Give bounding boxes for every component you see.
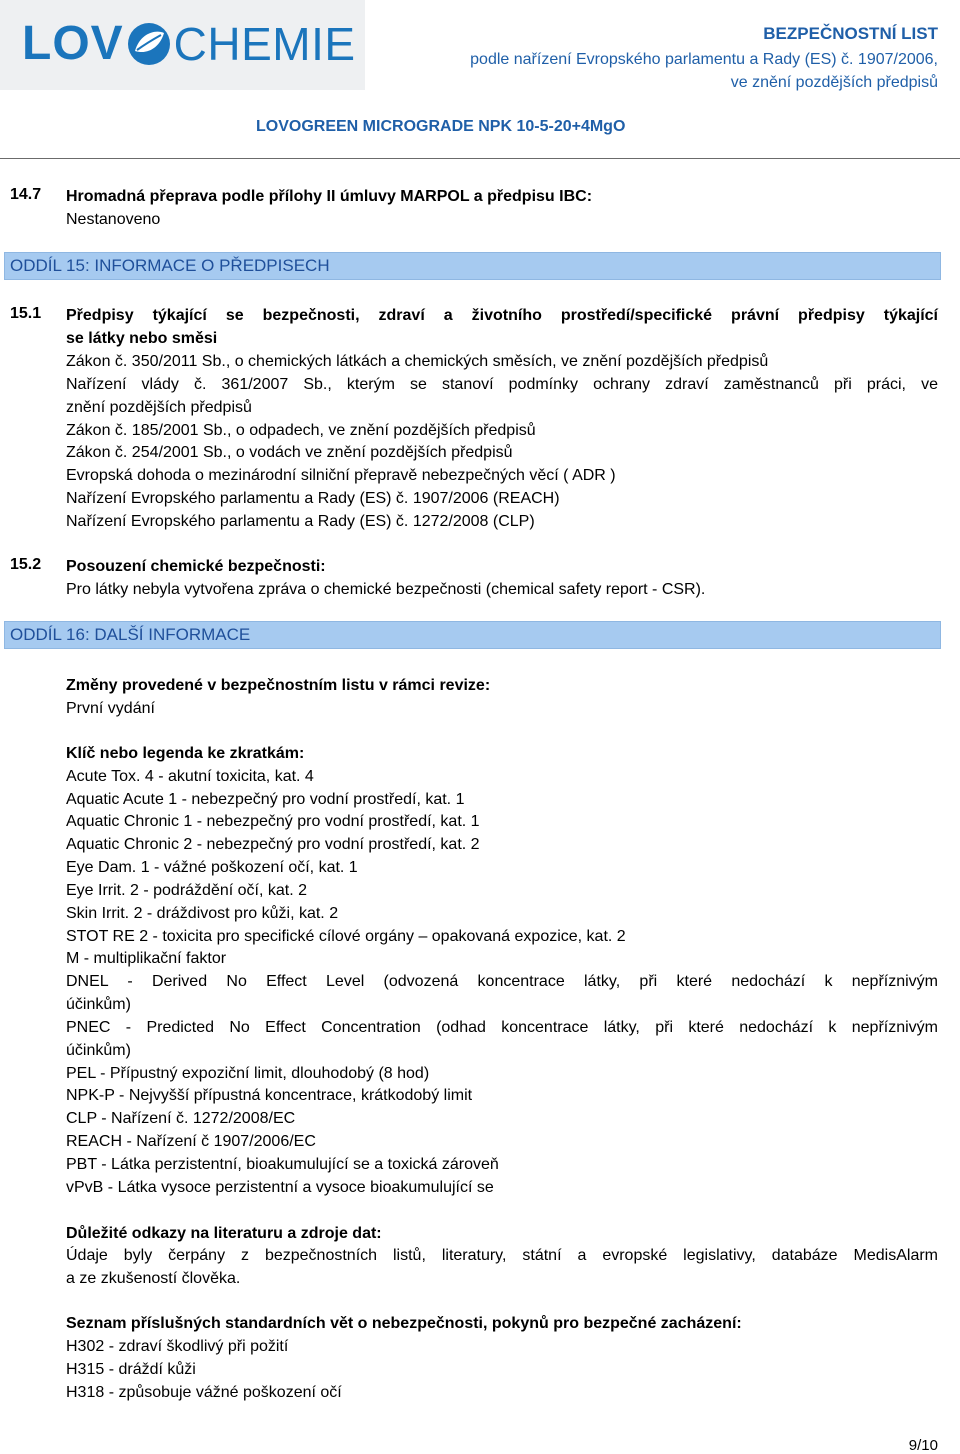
- legend-item: CLP - Nařízení č. 1272/2008/EC: [66, 1110, 296, 1127]
- legend-item: Aquatic Chronic 2 - nebezpečný pro vodní prostředí, kat. 2: [66, 836, 480, 853]
- company-logo: [22, 14, 356, 74]
- legend-item: M - multiplikační faktor: [66, 950, 227, 967]
- regulation-line: Zákon č. 185/2001 Sb., o odpadech, ve znění pozdějších předpisů: [66, 422, 536, 439]
- legend-item: NPK-P - Nejvyšší přípustná koncentrace, krátkodobý limit: [66, 1087, 473, 1104]
- subsection-value-14-7: Nestanoveno: [66, 211, 161, 228]
- legend-item: REACH - Nařízení č 1907/2006/EC: [66, 1133, 316, 1150]
- legend-item: DNEL - Derived No Effect Level (odvozená koncentrace látky, při které nedochází k nepříznivým: [66, 973, 938, 990]
- regulation-line: Zákon č. 254/2001 Sb., o vodách ve znění pozdějších předpisů: [66, 444, 513, 461]
- subsection-title-15-1-line-1: Předpisy týkající se bezpečnosti, zdraví a životního prostředí/specifické právní předpisy týkající: [66, 307, 938, 324]
- legend-item: STOT RE 2 - toxicita pro specifické cílové orgány – opakovaná expozice, kat. 2: [66, 928, 626, 945]
- subtitle-line-1: podle nařízení Evropského parlamentu a Rady (ES) č. 1907/2006,: [470, 51, 938, 68]
- legend-item: PBT - Látka perzistentní, bioakumulující se a toxická zároveň: [66, 1156, 499, 1173]
- subsection-title-15-2: Posouzení chemické bezpečnosti:: [66, 558, 326, 575]
- legend-item: Acute Tox. 4 - akutní toxicita, kat. 4: [66, 768, 314, 785]
- sources-line-1: Údaje byly čerpány z bezpečnostních listů, literatury, státní a evropské legislativy, databáze MedisAlarm: [66, 1247, 938, 1264]
- section-16-title: ODDÍL 16: DALŠÍ INFORMACE: [10, 625, 251, 644]
- hazard-phrase: H318 - způsobuje vážné poškození očí: [66, 1384, 342, 1401]
- changes-value: První vydání: [66, 700, 155, 717]
- logo-text-right: CHEMIE: [173, 18, 356, 70]
- subsection-number-14-7: 14.7: [10, 186, 42, 203]
- product-name: LOVOGREEN MICROGRADE NPK 10-5-20+4MgO: [256, 118, 626, 135]
- legend-item: Eye Irrit. 2 - podráždění očí, kat. 2: [66, 882, 307, 899]
- subtitle-line-2: ve znění pozdějších předpisů: [730, 74, 938, 91]
- hazard-phrase: H302 - zdraví škodlivý při požití: [66, 1338, 289, 1355]
- header-divider: [0, 158, 960, 159]
- subsection-value-15-2: Pro látky nebyla vytvořena zpráva o chemické bezpečnosti (chemical safety report - CSR).: [66, 581, 706, 598]
- regulation-line: Nařízení Evropského parlamentu a Rady (ES) č. 1272/2008 (CLP): [66, 513, 535, 530]
- document-subtitle: [470, 48, 938, 94]
- regulation-line: znění pozdějších předpisů: [66, 399, 252, 416]
- regulation-line: Evropská dohoda o mezinárodní silniční přepravě nebezpečných věcí ( ADR ): [66, 467, 616, 484]
- legend-item: PEL - Přípustný expoziční limit, dlouhodobý (8 hod): [66, 1065, 430, 1082]
- hazard-phrase: H315 - dráždí kůži: [66, 1361, 196, 1378]
- legend-item: Aquatic Acute 1 - nebezpečný pro vodní prostředí, kat. 1: [66, 791, 465, 808]
- sources-title: Důležité odkazy na literaturu a zdroje dat:: [66, 1225, 382, 1242]
- page-number: 9/10: [908, 1437, 938, 1454]
- subsection-number-15-1: 15.1: [10, 305, 42, 322]
- legend-item: Eye Dam. 1 - vážné poškození očí, kat. 1: [66, 859, 358, 876]
- subsection-number-15-2: 15.2: [10, 556, 42, 573]
- legend-item: Aquatic Chronic 1 - nebezpečný pro vodní prostředí, kat. 1: [66, 813, 480, 830]
- legend-item: účinkům): [66, 1042, 131, 1059]
- subsection-title-15-1-line-2: se látky nebo směsi: [66, 330, 218, 347]
- regulation-line: Nařízení vlády č. 361/2007 Sb., kterým se stanoví podmínky ochrany zdraví zaměstnanců při práci, ve: [66, 376, 938, 393]
- subsection-title-14-7: Hromadná přeprava podle přílohy II úmluvy MARPOL a předpisu IBC:: [66, 188, 593, 205]
- legend-item: PNEC - Predicted No Effect Concentration (odhad koncentrace látky, při které nedochází k nepříznivým: [66, 1019, 938, 1036]
- changes-title: Změny provedené v bezpečnostním listu v rámci revize:: [66, 677, 491, 694]
- legend-item: účinkům): [66, 996, 131, 1013]
- regulation-line: Nařízení Evropského parlamentu a Rady (ES) č. 1907/2006 (REACH): [66, 490, 560, 507]
- logo-text-left: LOV: [22, 17, 124, 70]
- legend-item: Skin Irrit. 2 - dráždivost pro kůži, kat. 2: [66, 905, 339, 922]
- regulation-line: Zákon č. 350/2011 Sb., o chemických látkách a chemických směsích, ve znění pozdějších předpisů: [66, 353, 769, 370]
- hazard-phrases-title: Seznam příslušných standardních vět o nebezpečnosti, pokynů pro bezpečné zacházení:: [66, 1315, 742, 1332]
- section-15-title: ODDÍL 15: INFORMACE O PŘEDPISECH: [10, 256, 330, 275]
- legend-item: vPvB - Látka vysoce perzistentní a vysoce bioakumulující se: [66, 1179, 494, 1196]
- document-title: BEZPEČNOSTNÍ LIST: [763, 24, 938, 43]
- legend-title: Klíč nebo legenda ke zkratkám:: [66, 745, 305, 762]
- sources-line-2: a ze zkušeností člověka.: [66, 1270, 241, 1287]
- leaf-logo-icon: [126, 21, 172, 67]
